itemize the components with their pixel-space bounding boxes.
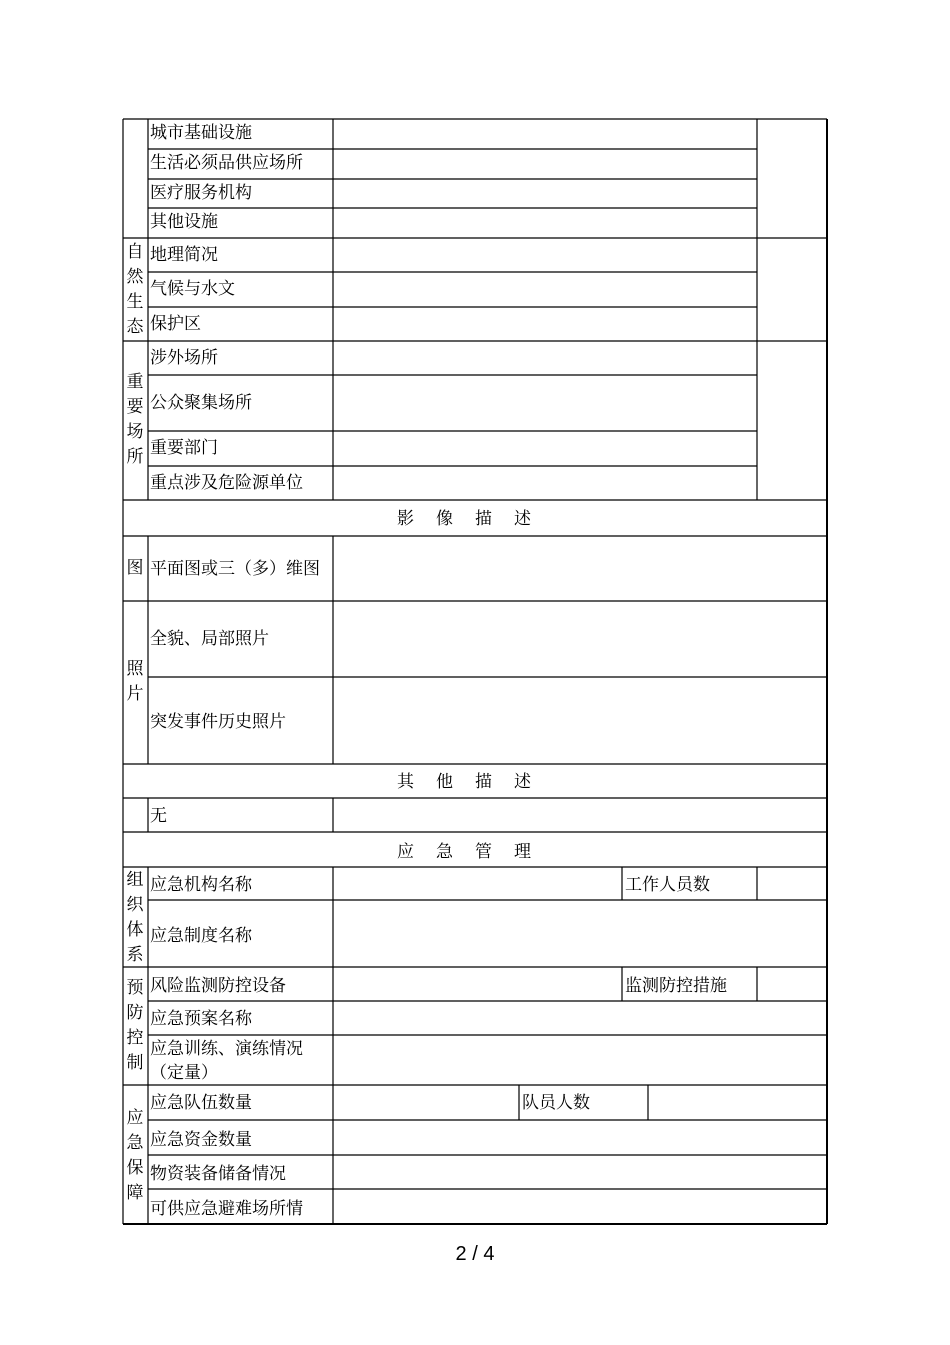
row-label-risk-measures: 监测防控措施 — [625, 976, 727, 996]
section-title-other: 其他描述 — [397, 772, 553, 792]
row-label-overview-photos: 全貌、局部照片 — [150, 629, 269, 649]
group-text: 自然生态 — [126, 242, 144, 337]
group-label-map: 图 — [126, 558, 144, 578]
row-label-team-count: 应急队伍数量 — [150, 1093, 252, 1113]
row-label-materials: 物资装备储备情况 — [150, 1164, 286, 1184]
row-label-important-departments: 重要部门 — [150, 438, 218, 458]
group-label-natural-ecology — [123, 240, 147, 340]
row-label-incident-photos: 突发事件历史照片 — [150, 712, 286, 732]
row-label-risk-equipment: 风险监测防控设备 — [150, 976, 286, 996]
section-title-emergency: 应急管理 — [397, 842, 553, 862]
group-text: 照片 — [126, 659, 144, 704]
row-label-public-gathering: 公众聚集场所 — [150, 393, 252, 413]
row-label-member-count: 队员人数 — [522, 1093, 590, 1113]
group-label-organization — [123, 868, 147, 968]
row-label-funds: 应急资金数量 — [150, 1130, 252, 1150]
row-label-staff-count: 工作人员数 — [625, 875, 710, 895]
row-label-agency-name: 应急机构名称 — [150, 875, 252, 895]
row-label-none: 无 — [150, 806, 167, 826]
section-title-image: 影像描述 — [397, 509, 553, 529]
row-label-floor-plan: 平面图或三（多）维图 — [150, 559, 320, 579]
row-label-medical-services: 医疗服务机构 — [150, 183, 252, 203]
row-label-drill-quant: （定量） — [150, 1063, 218, 1083]
row-label-urban-infrastructure: 城市基础设施 — [150, 123, 252, 143]
group-text: 重要场所 — [126, 372, 144, 467]
group-text: 组织体系 — [126, 870, 144, 965]
group-text: 预防控制 — [126, 978, 144, 1073]
row-label-plan-name: 应急预案名称 — [150, 1009, 252, 1029]
group-text: 应急保障 — [126, 1108, 144, 1203]
group-label-prevention — [123, 976, 147, 1076]
row-label-other-facilities: 其他设施 — [150, 212, 218, 232]
row-label-protected-area: 保护区 — [150, 314, 201, 334]
row-label-drill-status: 应急训练、演练情况 — [150, 1039, 303, 1059]
group-label-support — [123, 1106, 147, 1206]
row-label-system-name: 应急制度名称 — [150, 926, 252, 946]
row-label-hazard-units: 重点涉及危险源单位 — [150, 473, 303, 493]
row-label-necessities-supply: 生活必须品供应场所 — [150, 153, 303, 173]
row-label-foreign-related: 涉外场所 — [150, 348, 218, 368]
page-number: 2 / 4 — [455, 1243, 495, 1265]
row-label-shelter: 可供应急避难场所情 — [150, 1199, 303, 1219]
row-label-climate-hydrology: 气候与水文 — [150, 279, 235, 299]
group-label-important-places — [123, 370, 147, 470]
group-label-photos — [123, 657, 147, 707]
row-label-geography: 地理简况 — [150, 245, 218, 265]
